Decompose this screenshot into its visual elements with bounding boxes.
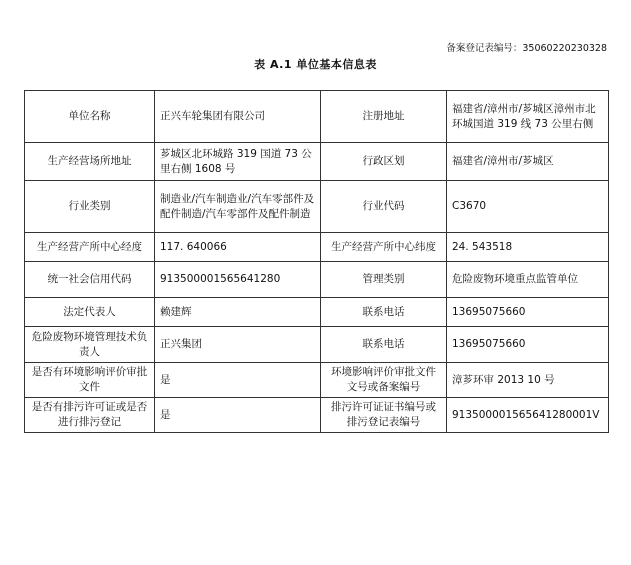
unit-name-value: 正兴车轮集团有限公司 [155, 91, 321, 143]
table-row [25, 143, 609, 181]
eia-doc-number-label: 环境影响评价审批文件文号或备案编号 [321, 363, 447, 398]
longitude-label: 生产经营产所中心经度 [25, 233, 155, 262]
unit-name-label: 单位名称 [25, 91, 155, 143]
latitude-label: 生产经营产所中心纬度 [321, 233, 447, 262]
credit-code-value: 913500001565641280 [155, 262, 321, 298]
table-row [25, 233, 609, 262]
registered-address-label: 注册地址 [321, 91, 447, 143]
credit-code-label: 统一社会信用代码 [25, 262, 155, 298]
eia-approval-value: 是 [155, 363, 321, 398]
unit-info-table [24, 90, 609, 433]
tech-lead-value: 正兴集团 [155, 327, 321, 363]
table-row [25, 298, 609, 327]
registered-address-value: 福建省/漳州市/芗城区漳州市北环城国道 319 线 73 公里右侧 [447, 91, 609, 143]
legal-rep-label: 法定代表人 [25, 298, 155, 327]
tech-lead-label: 危险废物环境管理技术负责人 [25, 327, 155, 363]
business-address-label: 生产经营场所地址 [25, 143, 155, 181]
discharge-permit-label: 是否有排污许可证或是否进行排污登记 [25, 398, 155, 433]
table-title: 表 A.1 单位基本信息表 [254, 58, 377, 71]
table-row [25, 363, 609, 398]
phone-value: 13695075660 [447, 298, 609, 327]
phone-value: 13695075660 [447, 327, 609, 363]
business-address-value: 芗城区北环城路 319 国道 73 公里右侧 1608 号 [155, 143, 321, 181]
admin-division-value: 福建省/漳州市/芗城区 [447, 143, 609, 181]
legal-rep-value: 赖建辉 [155, 298, 321, 327]
permit-number-label: 排污许可证证书编号或排污登记表编号 [321, 398, 447, 433]
phone-label: 联系电话 [321, 298, 447, 327]
permit-number-value: 913500001565641280001V [447, 398, 609, 433]
table-row [25, 398, 609, 433]
phone-label: 联系电话 [321, 327, 447, 363]
admin-division-label: 行政区划 [321, 143, 447, 181]
discharge-permit-value: 是 [155, 398, 321, 433]
table-row [25, 327, 609, 363]
management-category-label: 管理类别 [321, 262, 447, 298]
table-row [25, 181, 609, 233]
industry-code-label: 行业代码 [321, 181, 447, 233]
table-row [25, 91, 609, 143]
longitude-value: 117. 640066 [155, 233, 321, 262]
eia-doc-number-value: 漳芗环审 2013 10 号 [447, 363, 609, 398]
industry-category-value: 制造业/汽车制造业/汽车零部件及配件制造/汽车零部件及配件制造 [155, 181, 321, 233]
industry-category-label: 行业类别 [25, 181, 155, 233]
latitude-value: 24. 543518 [447, 233, 609, 262]
management-category-value: 危险废物环境重点监管单位 [447, 262, 609, 298]
eia-approval-label: 是否有环境影响评价审批文件 [25, 363, 155, 398]
registration-number: 备案登记表编号：35060220230328 [446, 43, 607, 54]
industry-code-value: C3670 [447, 181, 609, 233]
table-row [25, 262, 609, 298]
